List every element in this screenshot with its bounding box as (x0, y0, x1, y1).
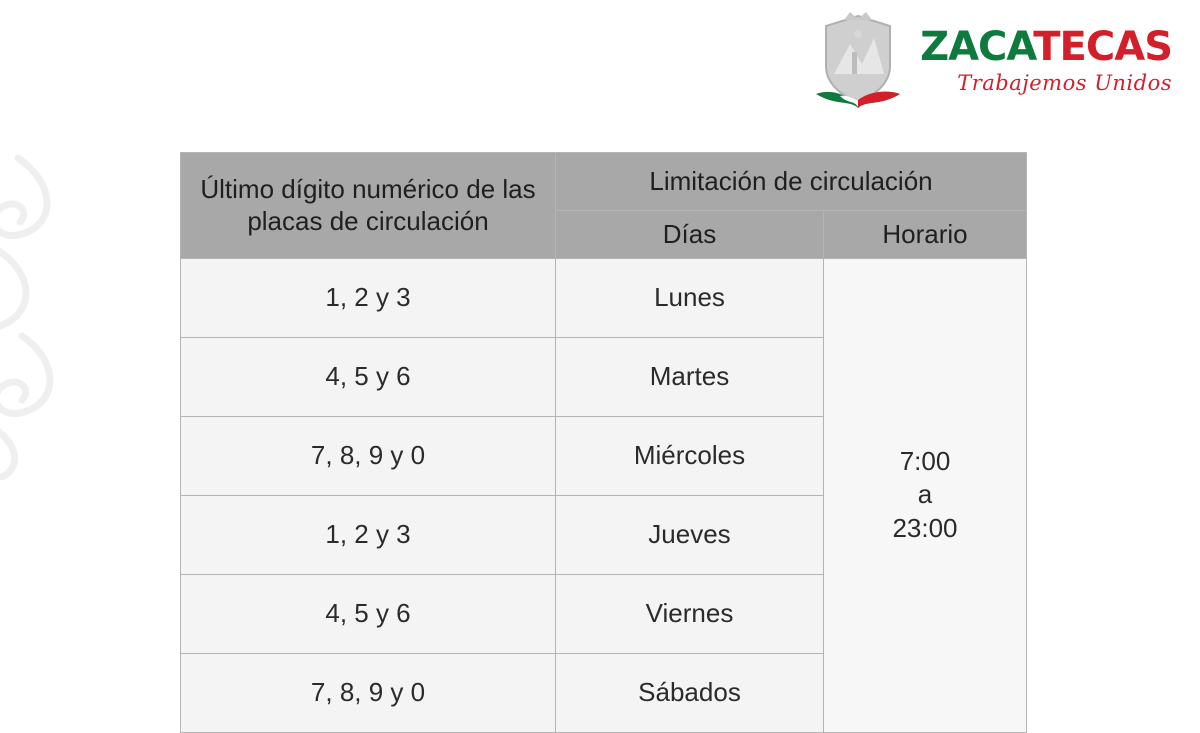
zacatecas-coat-of-arms-icon (810, 8, 906, 112)
circulation-schedule-table (180, 152, 1026, 733)
schedule-start: 7:00 (899, 446, 951, 477)
cell-digits: 1, 2 y 3 (181, 495, 556, 574)
cell-day: Miércoles (556, 416, 824, 495)
cell-digits: 4, 5 y 6 (181, 337, 556, 416)
table-header-row-1 (181, 153, 1027, 211)
header-plates-digit: Último dígito numérico de las placas de circulación (181, 153, 556, 259)
header-circulation-limitation: Limitación de circulación (556, 153, 1027, 211)
cell-day: Lunes (556, 258, 824, 337)
cell-digits: 4, 5 y 6 (181, 574, 556, 653)
brand-slogan: Trabajemos Unidos (957, 70, 1172, 95)
cell-schedule-range (824, 258, 1027, 732)
cell-day: Martes (556, 337, 824, 416)
cell-digits: 7, 8, 9 y 0 (181, 416, 556, 495)
wordmark (920, 23, 1172, 95)
table-row (181, 258, 1027, 337)
cell-digits: 1, 2 y 3 (181, 258, 556, 337)
cell-digits: 7, 8, 9 y 0 (181, 653, 556, 732)
schedule-end: 23:00 (892, 512, 958, 543)
brand-name-part-1: ZACA (920, 23, 1034, 70)
cell-day: Sábados (556, 653, 824, 732)
brand-header (810, 8, 1172, 112)
cell-day: Jueves (556, 495, 824, 574)
schedule-separator: a (917, 479, 933, 510)
brand-name (920, 23, 1172, 70)
header-schedule: Horario (824, 210, 1027, 258)
brand-name-part-2: TECAS (1033, 23, 1172, 70)
scroll-ornament-watermark (0, 150, 120, 480)
cell-day: Viernes (556, 574, 824, 653)
header-days: Días (556, 210, 824, 258)
